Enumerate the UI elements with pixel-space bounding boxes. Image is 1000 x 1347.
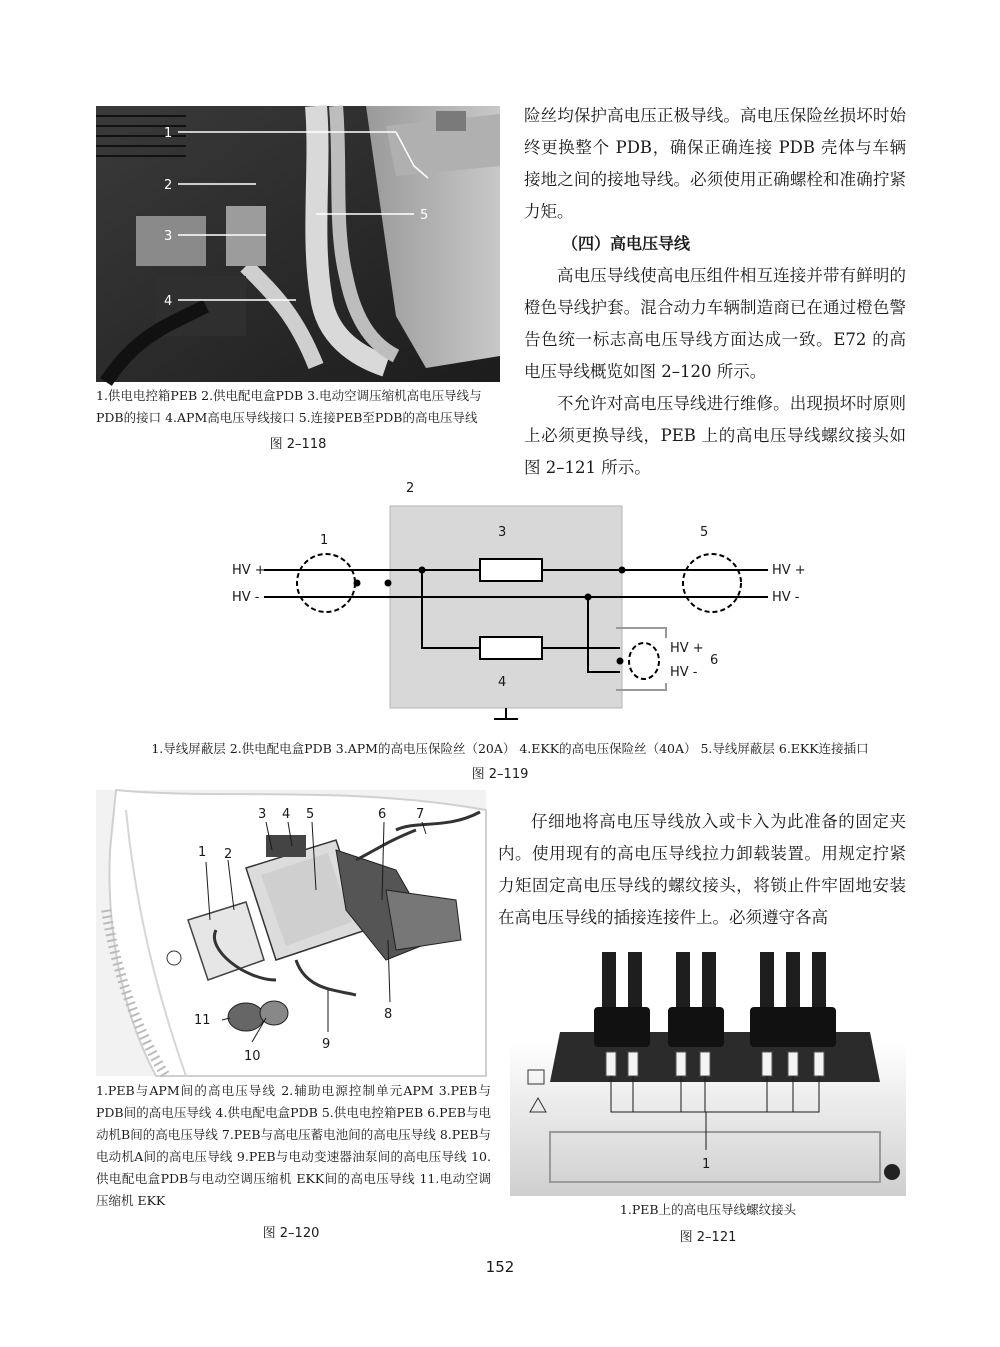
fig119-diagram (226, 478, 806, 728)
fig120-caption: 1.PEB与APM间的高电压导线 2.辅助电源控制单元APM 3.PEB与PDB间的高电压导线 4.供电配电盒PDB 5.供电电控箱PEB 6.PEB与电动机B间的高电压导线 7.PEB与高电压蓄电池间的高电压导线 8.PEB与电动机A间的高电压导线 9.PEB与电动变速器油泵间的高电压导线 10.供电配电盒PDB与电动空调压缩机 EKK间的高电压导线 11.电动空调压缩机 EKK (96, 1083, 491, 1208)
fig118-callout-2: 2 (164, 178, 173, 193)
fig119-num-6: 6 (710, 653, 719, 668)
fig119-hv-minus-left: HV - (232, 590, 260, 605)
fig119-caption: 1.导线屏蔽层 2.供电配电盒PDB 3.APM的高电压保险丝（20A） 4.EKK的高电压保险丝（40A） 5.导线屏蔽层 6.EKK连接插口 (151, 741, 869, 756)
fig119-label: 图 2–119 (471, 767, 529, 782)
paragraph: 不允许对高电压导线进行维修。出现损坏时原则上必须更换导线，PEB 上的高电压导线螺纹接头如图 2–121 所示。 (524, 394, 906, 477)
fig120-drawing (96, 790, 486, 1076)
fig120-callout-7: 7 (416, 807, 425, 822)
page-number: 152 (485, 1258, 515, 1276)
fig120-callout-9: 9 (322, 1037, 331, 1052)
fig119-hv-plus-left: HV + (232, 563, 266, 578)
fig118-callout-1: 1 (164, 126, 173, 141)
fig120-callout-8: 8 (384, 1007, 393, 1022)
fig119-hv-plus-ekk: HV + (670, 641, 704, 656)
fig121-caption: 1.PEB上的高电压导线螺纹接头 (619, 1202, 797, 1217)
text-top-block (524, 100, 906, 484)
fig119-num-1: 1 (320, 533, 329, 548)
fig118-callout-4: 4 (164, 294, 173, 309)
fig119-hv-plus-right: HV + (772, 563, 806, 578)
fig121-label: 图 2–121 (679, 1230, 737, 1245)
fig118-callout-3: 3 (164, 229, 173, 244)
fig118-photo (96, 106, 500, 382)
fig119-hv-minus-right: HV - (772, 590, 800, 605)
fig119-num-3: 3 (498, 525, 507, 540)
fig119-num-2: 2 (406, 481, 415, 496)
fig120-callout-3: 3 (258, 807, 267, 822)
fig119-num-4: 4 (498, 675, 507, 690)
fig121-callout-1: 1 (702, 1157, 711, 1172)
fig118-callout-5: 5 (420, 208, 429, 223)
fig120-callout-10: 10 (244, 1049, 261, 1064)
paragraph: 高电压导线使高电压组件相互连接并带有鲜明的橙色导线护套。混合动力车辆制造商已在通过橙色警告色统一标志高电压导线方面达成一致。E72 的高电压导线概览如图 2–120 所示。 (524, 266, 906, 381)
fig120-label: 图 2–120 (262, 1226, 320, 1241)
section-heading: （四）高电压导线 (562, 234, 691, 253)
fig118-label: 图 2–118 (269, 437, 327, 452)
text-mid-block (498, 806, 906, 934)
paragraph: 仔细地将高电压导线放入或卡入为此准备的固定夹内。使用现有的高电压导线拉力卸载装置。用规定拧紧力矩固定高电压导线的螺纹接头，将锁止件牢固地安装在高电压导线的插接连接件上。必须遵守各高 (498, 812, 906, 927)
fig120-callout-1: 1 (198, 845, 207, 860)
fig121-photo (510, 952, 906, 1196)
fig120-callout-11: 11 (194, 1013, 211, 1028)
fig118-caption: 1.供电电控箱PEB 2.供电配电盒PDB 3.电动空调压缩机高电压导线与PDB的接口 4.APM高电压导线接口 5.连接PEB至PDB的高电压导线 (96, 388, 482, 425)
paragraph: 险丝均保护高电压正极导线。高电压保险丝损坏时始终更换整个 PDB，确保正确连接 PDB 壳体与车辆接地之间的接地导线。必须使用正确螺栓和准确拧紧力矩。 (524, 106, 906, 221)
fig119-num-5: 5 (700, 525, 709, 540)
fig120-callout-4: 4 (282, 807, 291, 822)
fig120-callout-5: 5 (306, 807, 315, 822)
fig119-hv-minus-ekk: HV - (670, 665, 698, 680)
fig120-callout-6: 6 (378, 807, 387, 822)
fig120-callout-2: 2 (224, 847, 233, 862)
